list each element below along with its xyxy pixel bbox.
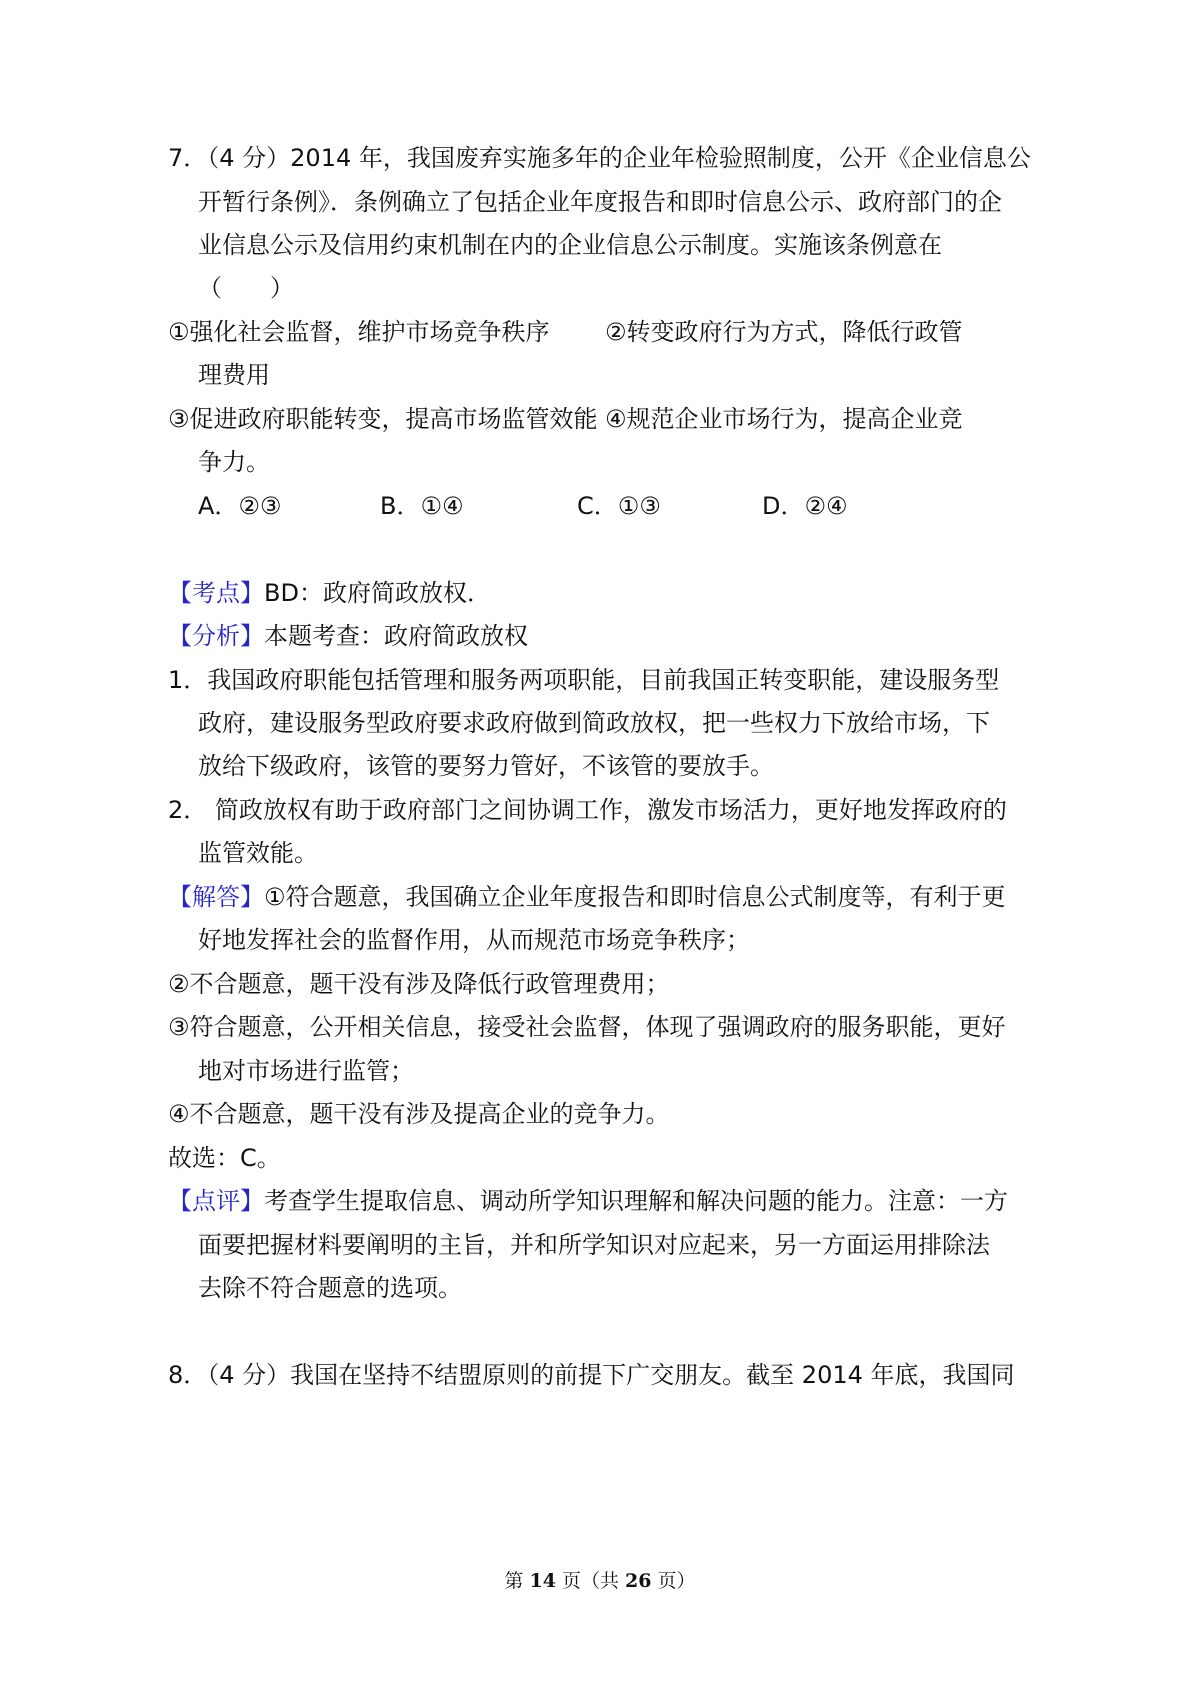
jieda-item-3: ③符合题意，公开相关信息，接受社会监督，体现了强调政府的服务职能，更好 [168,1013,1006,1041]
jieda-row [168,881,1006,913]
q7-choice-c: C．①③ [577,492,661,520]
footer-page-number: 14 [529,1570,556,1592]
q7-line-3: 业信息公示及信用约束机制在内的企业信息公示制度。实施该条例意在 [198,231,942,259]
q7-option-4-cont: 争力。 [198,448,270,476]
answer-line: 故选：C。 [168,1144,281,1172]
q7-line-2: 开暂行条例》．条例确立了包括企业年度报告和即时信息公示、政府部门的企 [198,188,1002,216]
analysis-point-1: 1．我国政府职能包括管理和服务两项职能，目前我国正转变职能，建设服务型 [168,666,1000,694]
dianping-tag: 【点评】 [168,1187,264,1215]
dianping-text: 考查学生提取信息、调动所学知识理解和解决问题的能力。注意：一方 [264,1187,1008,1215]
analysis-point-2: 2． 简政放权有助于政府部门之间协调工作，激发市场活力，更好地发挥政府的 [168,796,1007,824]
q8-line-1: 8．（4 分）我国在坚持不结盟原则的前提下广交朋友。截至 2014 年底，我国同 [168,1361,1015,1389]
jieda-item-4: ④不合题意，题干没有涉及提高企业的竞争力。 [168,1100,670,1128]
footer-total-pages: 26 [625,1570,652,1592]
q7-blank-paren: （ ） [198,274,294,302]
q7-option-2-cont: 理费用 [198,361,270,389]
analysis-point-2-cont: 监管效能。 [198,839,318,867]
jieda-item-3-cont: 地对市场进行监管； [198,1057,414,1085]
jieda-item-2: ②不合题意，题干没有涉及降低行政管理费用； [168,970,670,998]
fenxi-tag: 【分析】 [168,622,264,650]
analysis-point-1-cont: 政府，建设服务型政府要求政府做到简政放权，把一些权力下放给市场，下 [198,709,990,737]
jieda-tag: 【解答】 [168,883,264,911]
dianping-row [168,1185,1008,1217]
dianping-cont: 面要把握材料要阐明的主旨，并和所学知识对应起来，另一方面运用排除法 [198,1231,990,1259]
q7-option-2: ②转变政府行为方式，降低行政管 [605,318,963,346]
footer-suffix: 页） [657,1570,696,1592]
footer-middle: 页（共 [561,1570,619,1592]
page-footer [0,1566,1200,1593]
kaodian-text: BD：政府简政放权． [264,579,491,607]
kaodian-row [168,577,491,609]
kaodian-tag: 【考点】 [168,579,264,607]
q7-option-1: ①强化社会监督，维护市场竞争秩序 [168,318,550,346]
q7-choice-a: A．②③ [198,492,282,520]
q7-choice-b: B．①④ [380,492,464,520]
analysis-point-1-cont2: 放给下级政府，该管的要努力管好，不该管的要放手。 [198,752,774,780]
q7-option-4: ④规范企业市场行为，提高企业竞 [605,405,963,433]
q7-option-3: ③促进政府职能转变，提高市场监管效能 [168,405,598,433]
q7-choice-d: D．②④ [762,492,848,520]
jieda-cont: 好地发挥社会的监督作用，从而规范市场竞争秩序； [198,926,750,954]
jieda-text: ①符合题意，我国确立企业年度报告和即时信息公式制度等，有利于更 [264,883,1006,911]
dianping-cont2: 去除不符合题意的选项。 [198,1274,462,1302]
footer-prefix: 第 [504,1570,524,1592]
q7-line-1: 7．（4 分）2014 年，我国废弃实施多年的企业年检验照制度，公开《企业信息公 [168,144,1031,172]
fenxi-row [168,620,528,652]
fenxi-text: 本题考查：政府简政放权 [264,622,528,650]
